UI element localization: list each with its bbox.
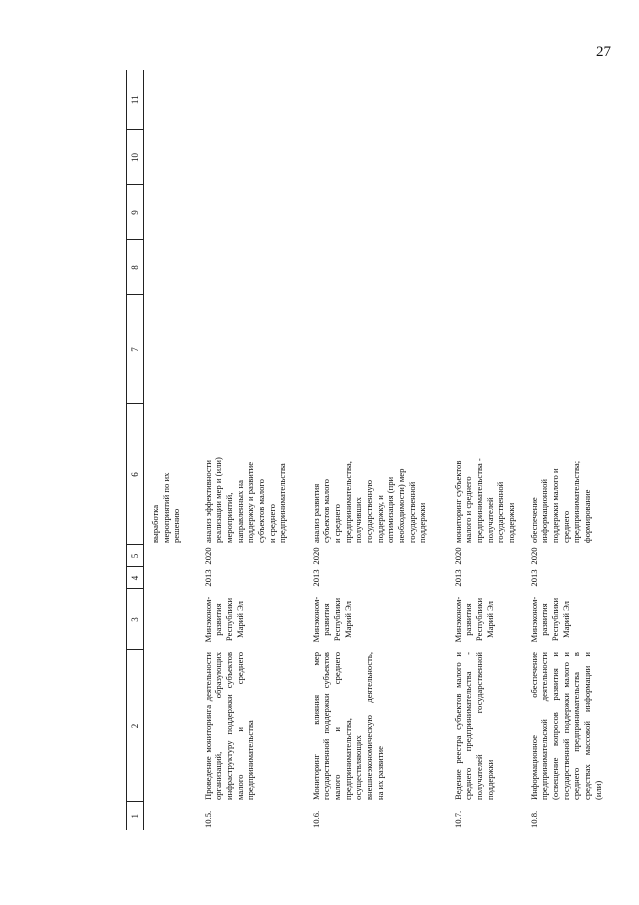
activity-name: Проведение мониторинга деятельности организаций, образующих инфраструктуру поддержки субъектов малого и среднего предпринимательства — [202, 652, 256, 800]
table-row — [452, 70, 528, 830]
header-cell: 8 — [127, 240, 144, 295]
table-row — [202, 70, 310, 830]
header-row — [127, 70, 144, 830]
row-number: 10.7. — [452, 810, 463, 828]
page-number: 27 — [596, 44, 611, 60]
header-cell: 11 — [127, 70, 144, 130]
row-number: 10.6. — [310, 810, 321, 828]
start-year: 2013 — [452, 569, 463, 587]
end-year: 2020 — [202, 547, 213, 565]
expected-result: анализ развития субъектов малого и среднего предпринимательства, получивших государственную поддержку, и оптимизация (при необходимости) мер государственной поддержки — [310, 461, 428, 543]
executor: Минэконом- развития Республики Марий Эл — [202, 596, 245, 643]
header-cell: 5 — [127, 545, 144, 567]
activity-name: Мониторинг влияния мер государственной поддержки субъектов малого и среднего предпринимательства, осуществляющих внешнеэкономическую деятельность, на их развитие — [310, 652, 385, 800]
end-year: 2020 — [310, 547, 321, 565]
header-cell: 4 — [127, 567, 144, 589]
header-cell: 3 — [127, 589, 144, 650]
executor: Минэконом- развития Республики Марий Эл — [452, 596, 495, 643]
expected-result: обеспечение информационной поддержки малого и среднего предпринимательства; формирование — [528, 460, 592, 543]
end-year: 2020 — [452, 547, 463, 565]
header-cell: 9 — [127, 185, 144, 240]
table-row — [528, 70, 618, 830]
start-year: 2013 — [528, 569, 539, 587]
executor: Минэконом- развития Республики Марий Эл — [310, 596, 353, 643]
activity-name: Ведение реестра субъектов малого и среднего предпринимательства - получателей государственной поддержки — [452, 652, 495, 800]
expected-result: анализ эффективности реализации мер и (или) мероприятий, направленных на поддержку и развитие субъектов малого и среднего предпринимательства — [202, 457, 288, 543]
header-cell: 6 — [127, 404, 144, 545]
header-cell: 10 — [127, 130, 144, 185]
activity-name: Информационное обеспечение предпринимательской деятельности (освещение вопросов развития и государственной поддержки малого и среднего предпринимательства в средствах массовой информации и (или) — [528, 652, 603, 800]
start-year: 2013 — [310, 569, 321, 587]
row-number: 10.5. — [202, 810, 213, 828]
continuation-row — [144, 70, 202, 830]
start-year: 2013 — [202, 569, 213, 587]
header-cell: 2 — [127, 650, 144, 802]
end-year: 2020 — [528, 547, 539, 565]
table-row — [310, 70, 452, 830]
row-number: 10.8. — [528, 810, 539, 828]
rotated-table-wrapper — [126, 70, 606, 830]
expected-result: мониторинг субъектов малого и среднего предпринимательства - получателей государственной поддержки — [452, 458, 516, 543]
header-cell: 1 — [127, 802, 144, 830]
header-cell: 7 — [127, 295, 144, 404]
continuation-text: выработка мероприятий по их решению — [150, 472, 182, 543]
activities-table — [126, 70, 618, 830]
executor: Минэконом- развития Республики Марий Эл — [528, 596, 571, 643]
